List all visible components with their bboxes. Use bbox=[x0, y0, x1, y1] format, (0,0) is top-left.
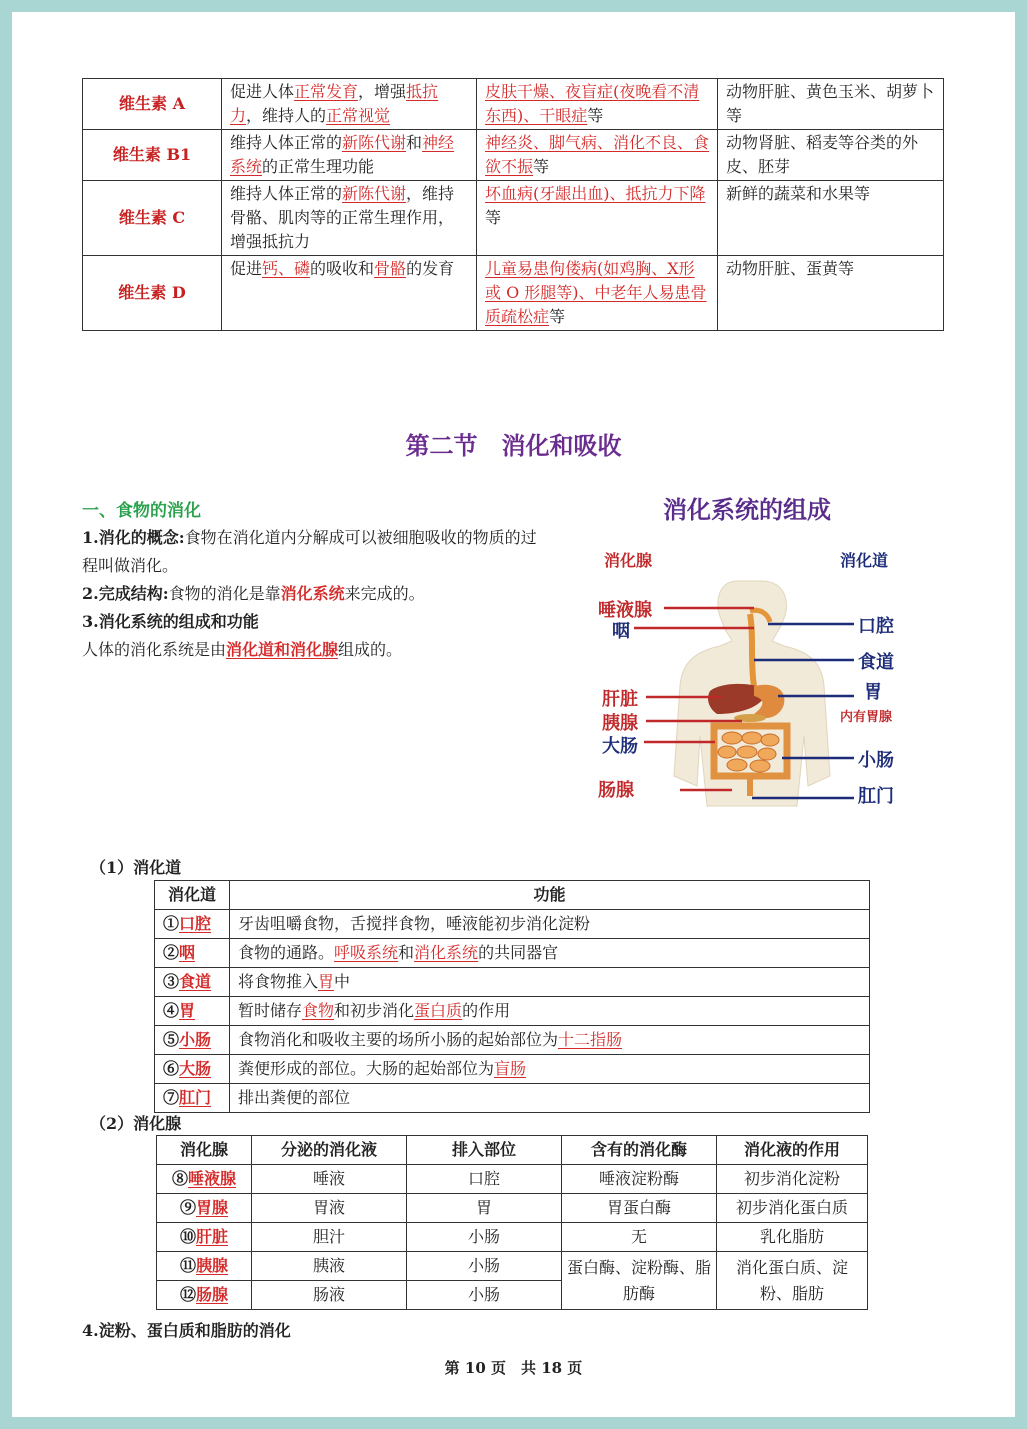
vitamin-table bbox=[82, 78, 944, 331]
gland-organ: 肝脏 bbox=[196, 1227, 229, 1246]
vitamin-row bbox=[83, 256, 944, 331]
gland-site: 小肠 bbox=[407, 1281, 562, 1310]
diagram-left-header: 消化腺 bbox=[604, 551, 653, 570]
tract-function-segment: 呼吸系统 bbox=[334, 943, 399, 962]
vitamin-function-segment: 新陈代谢 bbox=[342, 184, 407, 203]
vitamin-function-segment: 正常视觉 bbox=[326, 106, 391, 125]
vitamin-function-segment: 促进 bbox=[230, 259, 263, 278]
tract-organ: 小肠 bbox=[179, 1030, 212, 1049]
vitamin-function bbox=[222, 79, 477, 130]
label-intestinal-gland: 肠腺 bbox=[598, 780, 634, 801]
gland-shared-enzyme: 蛋白酶、淀粉酶、脂肪酶 bbox=[562, 1252, 717, 1310]
vitamin-function-segment: 正常发育 bbox=[294, 82, 359, 101]
subheading-tract: （1）消化道 bbox=[90, 858, 182, 877]
vitamin-function-segment: ，维持人的 bbox=[246, 106, 327, 125]
vitamin-name: 维生素 A bbox=[83, 79, 222, 130]
tract-function-cell bbox=[230, 1084, 870, 1113]
tract-function-segment: 排出粪便的部位 bbox=[238, 1088, 351, 1107]
tract-organ: 口腔 bbox=[179, 914, 212, 933]
gland-juice: 肠液 bbox=[252, 1281, 407, 1310]
label-stomach: 胃 bbox=[864, 682, 882, 703]
vitamin-function-segment: 维持人体正常的 bbox=[230, 184, 343, 203]
tract-organ: 食道 bbox=[179, 972, 212, 991]
tract-organ-cell bbox=[155, 939, 230, 968]
tract-function-segment: 牙齿咀嚼食物，舌搅拌食物，唾液能初步消化淀粉 bbox=[238, 914, 591, 933]
gland-organ: 肠腺 bbox=[196, 1285, 229, 1304]
label-gastric-gland-note: 内有胃腺 bbox=[840, 710, 893, 725]
tract-row bbox=[155, 1084, 870, 1113]
tract-function-segment: 盲肠 bbox=[494, 1059, 527, 1078]
concept-text: 食物在消化道内分解成可以被细胞吸收的物质的过程叫做消化。 bbox=[82, 528, 537, 575]
gland-row bbox=[157, 1165, 868, 1194]
digestive-gland-table bbox=[156, 1135, 868, 1310]
vitamin-function-segment: 骨骼 bbox=[374, 259, 407, 278]
vitamin-function-segment: 和 bbox=[406, 133, 423, 152]
label-liver: 肝脏 bbox=[602, 689, 638, 710]
vitamin-source: 动物肝脏、蛋黄等 bbox=[718, 256, 944, 331]
gland-site: 小肠 bbox=[407, 1252, 562, 1281]
label-esophagus: 食道 bbox=[858, 652, 894, 673]
composition-pre: 人体的消化系统是由 bbox=[82, 640, 227, 659]
vitamin-deficiency bbox=[477, 130, 718, 181]
vitamin-deficiency bbox=[477, 181, 718, 256]
vitamin-function bbox=[222, 181, 477, 256]
gland-role: 初步消化淀粉 bbox=[717, 1165, 868, 1194]
label-salivary-gland: 唾液腺 bbox=[598, 600, 652, 621]
gland-organ: 胰腺 bbox=[196, 1256, 229, 1275]
tract-function-segment: 食物 bbox=[302, 1001, 335, 1020]
tract-function-cell bbox=[230, 997, 870, 1026]
vitamin-function-segment: 的正常生理功能 bbox=[262, 157, 375, 176]
vitamin-function-segment: 神经系统 bbox=[230, 133, 455, 176]
tract-function-cell bbox=[230, 1055, 870, 1084]
tract-function-cell bbox=[230, 910, 870, 939]
tract-function-segment: 消化系统 bbox=[414, 943, 479, 962]
diagram-right-header: 消化道 bbox=[840, 551, 889, 570]
vitamin-function-segment: ，维持骨骼、肌肉等的正常生理作用，增强抵抗力 bbox=[230, 184, 455, 251]
starch-protein-fat-heading: 4.淀粉、蛋白质和脂肪的消化 bbox=[82, 1321, 291, 1340]
composition-keyword: 消化道和消化腺 bbox=[226, 640, 339, 659]
tract-function-segment: 将食物推入 bbox=[238, 972, 319, 991]
gland-enzyme: 胃蛋白酶 bbox=[562, 1194, 717, 1223]
gland-number: ⑨ bbox=[179, 1198, 196, 1217]
vitamin-function-segment: 新陈代谢 bbox=[342, 133, 407, 152]
tract-number: ① bbox=[163, 914, 180, 933]
vitamin-function bbox=[222, 256, 477, 331]
tract-row bbox=[155, 1055, 870, 1084]
tract-organ-cell bbox=[155, 968, 230, 997]
digestive-tract-table bbox=[154, 880, 870, 1113]
vitamin-row bbox=[83, 181, 944, 256]
gland-header-1: 分泌的消化液 bbox=[252, 1136, 407, 1165]
gland-site: 胃 bbox=[407, 1194, 562, 1223]
gland-juice: 胆汁 bbox=[252, 1223, 407, 1252]
label-large-intestine: 大肠 bbox=[602, 736, 638, 757]
tract-function-segment: 暂时储存 bbox=[238, 1001, 303, 1020]
paragraph-concept bbox=[82, 524, 552, 580]
tract-organ: 胃 bbox=[179, 1001, 196, 1020]
tract-organ-cell bbox=[155, 910, 230, 939]
gland-organ-cell bbox=[157, 1223, 252, 1252]
tract-number: ③ bbox=[163, 972, 180, 991]
tract-organ-cell bbox=[155, 1055, 230, 1084]
gland-role: 乳化脂肪 bbox=[717, 1223, 868, 1252]
tract-function-segment: 食物的通路。 bbox=[238, 943, 335, 962]
composition-heading: 3.消化系统的组成和功能 bbox=[82, 612, 259, 631]
tract-function-segment: 的共同器官 bbox=[478, 943, 559, 962]
vitamin-source: 动物肾脏、稻麦等谷类的外皮、胚芽 bbox=[718, 130, 944, 181]
vitamin-source: 动物肝脏、黄色玉米、胡萝卜等 bbox=[718, 79, 944, 130]
gland-site: 小肠 bbox=[407, 1223, 562, 1252]
tract-organ-cell bbox=[155, 997, 230, 1026]
vitamin-row bbox=[83, 130, 944, 181]
gland-row bbox=[157, 1252, 868, 1281]
tract-row bbox=[155, 1026, 870, 1055]
gland-site: 口腔 bbox=[407, 1165, 562, 1194]
tract-header-function: 功能 bbox=[230, 881, 870, 910]
vitamin-source: 新鲜的蔬菜和水果等 bbox=[718, 181, 944, 256]
paragraph-structure bbox=[82, 580, 552, 608]
vitamin-function-segment: 抵抗力 bbox=[230, 82, 439, 125]
diagram-title: 消化系统的组成 bbox=[663, 496, 831, 524]
vitamin-deficiency-segment: 等 bbox=[533, 157, 550, 176]
structure-label: 2.完成结构: bbox=[82, 584, 169, 603]
gland-organ-cell bbox=[157, 1194, 252, 1223]
tract-row bbox=[155, 939, 870, 968]
vitamin-deficiency-segment: 等 bbox=[587, 106, 604, 125]
gland-number: ⑧ bbox=[171, 1169, 188, 1188]
vitamin-name: 维生素 D bbox=[83, 256, 222, 331]
esophagus-shape bbox=[750, 614, 754, 686]
tract-function-segment: 粪便形成的部位。大肠的起始部位为 bbox=[238, 1059, 495, 1078]
vitamin-function-segment: 钙、磷 bbox=[262, 259, 311, 278]
subheading-glands: （2）消化腺 bbox=[90, 1114, 182, 1133]
label-mouth: 口腔 bbox=[858, 616, 894, 637]
gland-header-4: 消化液的作用 bbox=[717, 1136, 868, 1165]
tract-function-segment: 和初步消化 bbox=[334, 1001, 415, 1020]
tract-number: ⑦ bbox=[163, 1088, 180, 1107]
digestive-system-diagram bbox=[582, 486, 912, 816]
vitamin-deficiency-segment: 等 bbox=[485, 208, 502, 227]
vitamin-function-segment: ，增强 bbox=[358, 82, 407, 101]
label-pancreas: 胰腺 bbox=[602, 713, 638, 734]
concept-label: 1.消化的概念: bbox=[82, 528, 185, 547]
tract-function-segment: 和 bbox=[398, 943, 415, 962]
tract-row bbox=[155, 910, 870, 939]
tract-organ: 肛门 bbox=[179, 1088, 212, 1107]
gland-number: ⑫ bbox=[179, 1285, 196, 1304]
gland-header-2: 排入部位 bbox=[407, 1136, 562, 1165]
paragraph-composition bbox=[82, 636, 552, 664]
vitamin-deficiency-segment: 神经炎、脚气病、消化不良、食欲不振 bbox=[485, 133, 710, 176]
vitamin-name: 维生素 B1 bbox=[83, 130, 222, 181]
vitamin-name: 维生素 C bbox=[83, 181, 222, 256]
gland-row bbox=[157, 1194, 868, 1223]
vitamin-function bbox=[222, 130, 477, 181]
gland-organ-cell bbox=[157, 1252, 252, 1281]
label-small-intestine: 小肠 bbox=[858, 750, 894, 771]
vitamin-row bbox=[83, 79, 944, 130]
label-pharynx: 咽 bbox=[612, 621, 630, 642]
vitamin-function-segment: 促进人体 bbox=[230, 82, 295, 101]
gland-juice: 胃液 bbox=[252, 1194, 407, 1223]
gland-organ-cell bbox=[157, 1165, 252, 1194]
page bbox=[12, 12, 1015, 1417]
tract-function-cell bbox=[230, 939, 870, 968]
gland-juice: 胰液 bbox=[252, 1252, 407, 1281]
tract-function-segment: 食物消化和吸收主要的场所小肠的起始部位为 bbox=[238, 1030, 559, 1049]
vitamin-function-segment: 的发育 bbox=[406, 259, 455, 278]
tract-organ: 大肠 bbox=[179, 1059, 212, 1078]
tract-organ-cell bbox=[155, 1026, 230, 1055]
gland-enzyme: 唾液淀粉酶 bbox=[562, 1165, 717, 1194]
gland-juice: 唾液 bbox=[252, 1165, 407, 1194]
tract-number: ② bbox=[163, 943, 180, 962]
heading-food-digestion: 一、食物的消化 bbox=[82, 501, 201, 521]
structure-post: 来完成的。 bbox=[344, 584, 425, 603]
composition-post: 组成的。 bbox=[338, 640, 403, 659]
tract-function-segment: 的作用 bbox=[462, 1001, 511, 1020]
tract-number: ⑤ bbox=[163, 1030, 180, 1049]
tract-function-cell bbox=[230, 968, 870, 997]
section-title: 第二节 消化和吸收 bbox=[405, 432, 622, 460]
vitamin-deficiency-segment: 坏血病(牙龈出血)、抵抗力下降 bbox=[485, 184, 706, 203]
tract-row bbox=[155, 968, 870, 997]
vitamin-function-segment: 维持人体正常的 bbox=[230, 133, 343, 152]
gland-header-3: 含有的消化酶 bbox=[562, 1136, 717, 1165]
page-footer: 第 10 页 共 18 页 bbox=[444, 1359, 583, 1377]
vitamin-function-segment: 的吸收和 bbox=[310, 259, 375, 278]
vitamin-deficiency bbox=[477, 256, 718, 331]
tract-organ: 咽 bbox=[179, 943, 196, 962]
tract-organ-cell bbox=[155, 1084, 230, 1113]
tract-function-segment: 蛋白质 bbox=[414, 1001, 463, 1020]
label-anus: 肛门 bbox=[858, 786, 894, 807]
gland-organ-cell bbox=[157, 1281, 252, 1310]
gland-enzyme: 无 bbox=[562, 1223, 717, 1252]
gland-number: ⑩ bbox=[179, 1227, 196, 1246]
vitamin-deficiency bbox=[477, 79, 718, 130]
vitamin-deficiency-segment: 儿童易患佝偻病(如鸡胸、X形或 O 形腿等)、中老年人易患骨质疏松症 bbox=[485, 259, 707, 326]
tract-header-organ: 消化道 bbox=[155, 881, 230, 910]
vitamin-deficiency-segment: 等 bbox=[549, 307, 566, 326]
structure-pre: 食物的消化是靠 bbox=[168, 584, 281, 603]
tract-function-segment: 胃 bbox=[318, 972, 335, 991]
gland-organ: 唾液腺 bbox=[188, 1169, 237, 1188]
tract-number: ④ bbox=[163, 1001, 180, 1020]
gland-role: 初步消化蛋白质 bbox=[717, 1194, 868, 1223]
gland-shared-role: 消化蛋白质、淀粉、脂肪 bbox=[717, 1252, 868, 1310]
gland-number: ⑪ bbox=[179, 1256, 196, 1275]
vitamin-deficiency-segment: 皮肤干燥、夜盲症(夜晚看不清东西)、干眼症 bbox=[485, 82, 700, 125]
structure-keyword: 消化系统 bbox=[280, 584, 345, 603]
tract-function-segment: 十二指肠 bbox=[558, 1030, 623, 1049]
tract-function-cell bbox=[230, 1026, 870, 1055]
gland-header-0: 消化腺 bbox=[157, 1136, 252, 1165]
gland-organ: 胃腺 bbox=[196, 1198, 229, 1217]
tract-number: ⑥ bbox=[163, 1059, 180, 1078]
gland-row bbox=[157, 1223, 868, 1252]
tract-row bbox=[155, 997, 870, 1026]
tract-function-segment: 中 bbox=[334, 972, 351, 991]
